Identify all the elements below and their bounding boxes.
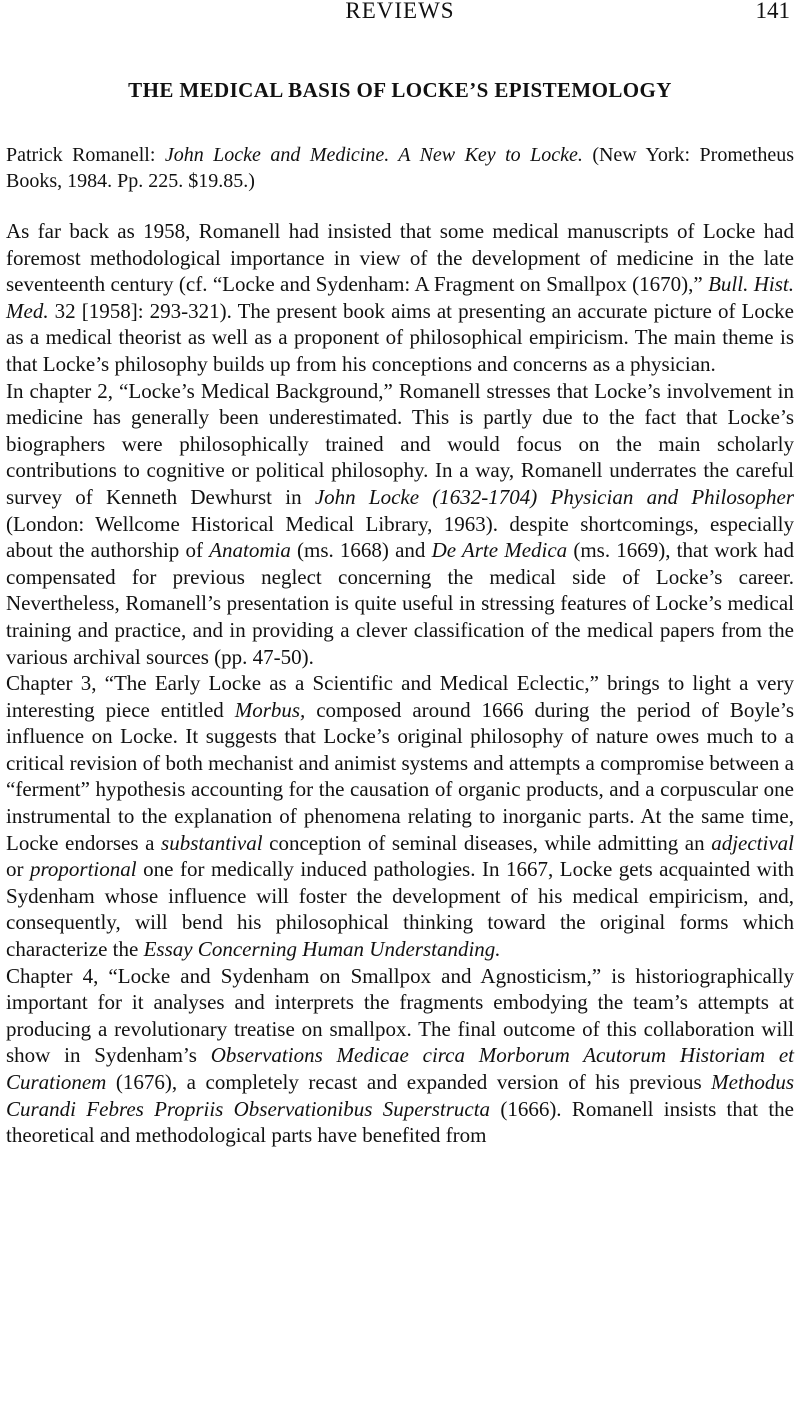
text-run: Chapter 4, “Locke and Sydenham on Smallpox and Agnosticism,” is historiographically important for it analyses and interprets the fragments embodying the team’s attempts at producing a revolutionary treatise on smallpox. The final outcome of this collaboration will show in Sydenham’s [6, 963, 794, 1068]
review-title: THE MEDICAL BASIS OF LOCKE’S EPISTEMOLOGY [128, 78, 672, 102]
paragraph-2 [6, 378, 794, 671]
text-run: (ms. 1668) and [290, 538, 432, 563]
citation-author: Patrick Romanell: [6, 144, 165, 166]
italic-text-run: substantival [161, 830, 263, 855]
paragraph-3 [6, 670, 794, 963]
text-run: one for medically induced pathologies. In 1667, Locke gets acquainted with Sydenham whose influence will foster the development of his medical empiricism, and, consequently, will bend his philosophical thinking toward the original forms which characterize the [6, 857, 794, 962]
italic-text-run: Morbus, [234, 697, 306, 722]
paragraph-4 [6, 963, 794, 1149]
text-run: composed around 1666 during the period of Boyle’s influence on Locke. It suggests that Locke’s original philosophy of nature owes much to a critical revision of both mechanist and animist systems and attempts a compromise between a “ferment” hypothesis accounting for the causation of organic products, and a corpuscular one instrumental to the explanation of phenomena relating to inorganic parts. At the same time, Locke endorses a [6, 697, 795, 855]
text-run: (1666). Romanell insists that the theoretical and methodological parts have benefited from [6, 1096, 794, 1148]
italic-text-run: Anatomia [209, 538, 291, 563]
citation-publication: (New York: Prometheus Books, 1984. Pp. 225. $19.85.) [6, 144, 794, 192]
italic-text-run: Methodus Curandi Febres Propriis Observationibus Superstructa [6, 1070, 794, 1121]
text-run: conception of seminal diseases, while admitting an [262, 830, 712, 855]
text-run: (ms. 1669), that work had compensated for previous neglect concerning the medical side of Locke’s career. Nevertheless, Romanell’s presentation is quite useful in stressing features of Locke’s medical training and practice, and in providing a clever classification of the medical papers from the various archival sources (pp. 47-50). [6, 538, 794, 669]
text-run: Chapter 3, “The Early Locke as a Scientific and Medical Eclectic,” brings to light a very interesting piece entitled [6, 671, 794, 722]
text-run: 32 [1958]: 293-321). The present book aims at presenting an accurate picture of Locke as a medical theorist as well as a proponent of philosophical empiricism. The main theme is that Locke’s philosophy builds up from his conceptions and concerns as a physician. [6, 298, 794, 376]
citation-book-title: John Locke and Medicine. A New Key to Locke. [164, 144, 583, 166]
paragraph-1 [6, 218, 794, 378]
review-body [6, 218, 794, 1149]
italic-text-run: De Arte Medica [431, 538, 568, 563]
italic-text-run: Essay Concerning Human Understanding. [143, 937, 501, 962]
italic-text-run: Observations Medicae circa Morborum Acutorum Historiam et Curationem [6, 1043, 794, 1094]
text-run: In chapter 2, “Locke’s Medical Background,” Romanell stresses that Locke’s involvement in medicine has generally been underestimated. This is partly due to the fact that Locke’s biographers were philosophically trained and would focus on the main scholarly contributions to cognitive or political philosophy. In a way, Romanell underrates the careful survey of Kenneth Dewhurst in [6, 378, 794, 509]
text-run: As far back as 1958, Romanell had insisted that some medical manuscripts of Locke had foremost methodological importance in view of the development of medicine in the late seventeenth century (cf. “Locke and Sydenham: A Fragment on Smallpox (1670),” [6, 219, 794, 297]
italic-text-run: adjectival [711, 830, 794, 855]
text-run: (1676), a completely recast and expanded version of his previous [106, 1070, 712, 1094]
page-number: 141 [755, 0, 790, 23]
running-head: REVIEWS [345, 0, 455, 23]
italic-text-run: proportional [30, 857, 137, 882]
text-run: or [6, 857, 31, 882]
italic-text-run: John Locke (1632-1704) Physician and Philosopher [314, 484, 794, 509]
italic-text-run: Bull. Hist. Med. [6, 272, 794, 323]
book-citation [6, 142, 794, 194]
text-run: (London: Wellcome Historical Medical Library, 1963). despite shortcomings, especially about the authorship of [6, 511, 794, 563]
page-header [0, 0, 800, 26]
